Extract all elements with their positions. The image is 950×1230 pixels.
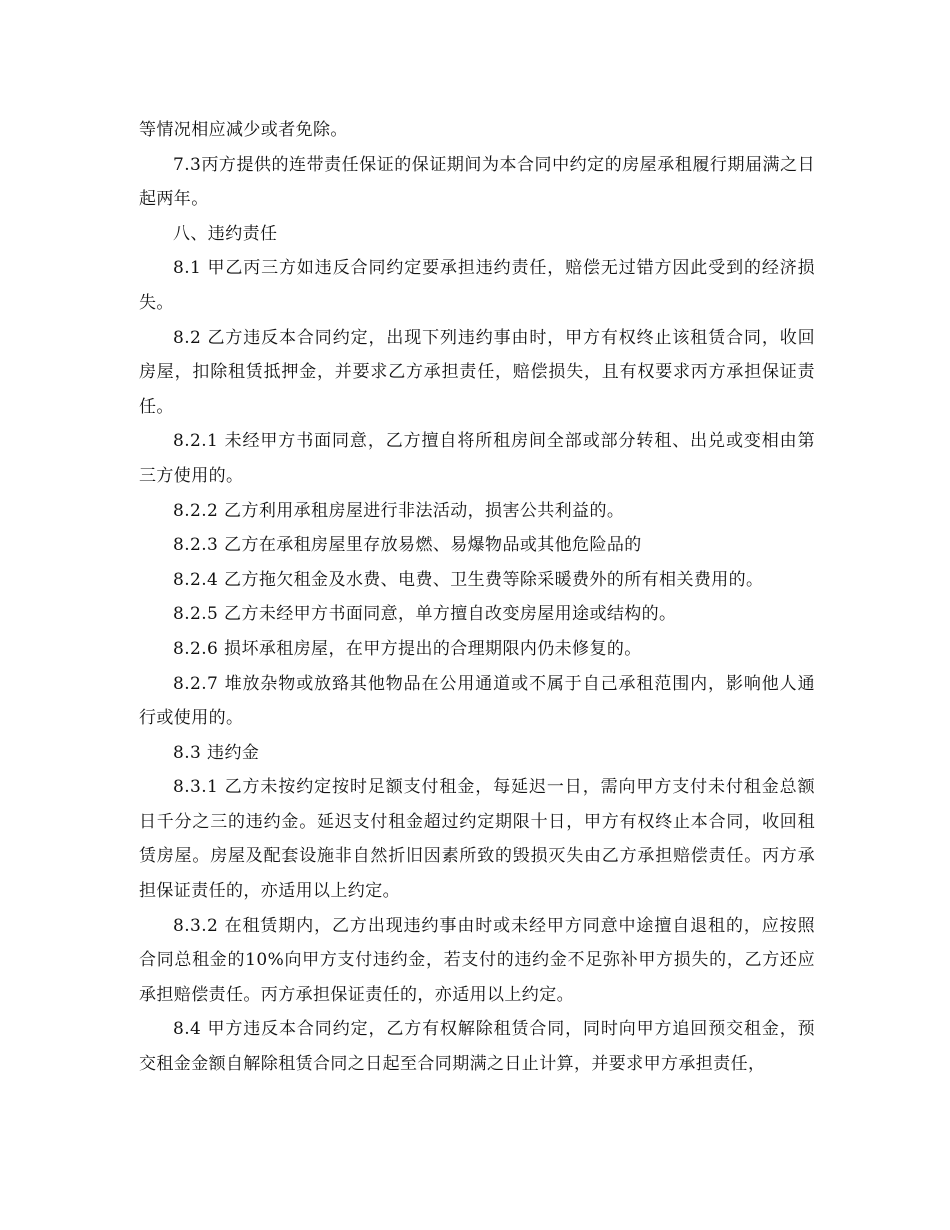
paragraph: 8.2.1 未经甲方书面同意，乙方擅自将所租房间全部或部分转租、出兑或变相由第三方使用的。	[139, 431, 815, 486]
paragraph: 8.4 甲方违反本合同约定，乙方有权解除租赁合同，同时向甲方追回预交租金，预交租金金额自解除租赁合同之日起至合同期满之日止计算，并要求甲方承担责任，	[139, 1019, 815, 1075]
paragraph: 8.2.4 乙方拖欠租金及水费、电费、卫生费等除采暖费外的所有相关费用的。	[173, 569, 764, 590]
paragraph: 等情况相应减少或者免除。	[139, 120, 348, 140]
paragraph: 8.2.5 乙方未经甲方书面同意，单方擅自改变房屋用途或结构的。	[173, 604, 677, 625]
paragraph: 8.2.7 堆放杂物或放臵其他物品在公用通道或不属于自己承租范围内，影响他人通行或使用的。	[139, 673, 815, 729]
paragraph: 8.1 甲乙丙三方如违反合同约定要承担违约责任，赔偿无过错方因此受到的经济损失。	[139, 258, 815, 313]
document-body	[139, 113, 815, 1082]
paragraph: 7.3丙方提供的连带责任保证的保证期间为本合同中约定的房屋承租履行期届满之日起两年。	[139, 154, 815, 210]
paragraph: 8.3.1 乙方未按约定按时足额支付租金，每延迟一日，需向甲方支付未付租金总额日千分之三的违约金。延迟支付租金超过约定期限十日，甲方有权终止本合同，收回租赁房屋。房屋及配套设施非自然折旧因素所致的毁损灭失由乙方承担赔偿责任。丙方承担保证责任的，亦适用以上约定。	[139, 777, 815, 902]
paragraph: 8.3.2 在租赁期内，乙方出现违约事由时或未经甲方同意中途擅自退租的，应按照合同总租金的10%向甲方支付违约金，若支付的违约金不足弥补甲方损失的，乙方还应承担赔偿责任。丙方承担保证责任的，亦适用以上约定。	[139, 915, 815, 1005]
subsection-heading: 8.3 违约金	[173, 742, 260, 763]
paragraph: 8.2 乙方违反本合同约定，出现下列违约事由时，甲方有权终止该租赁合同，收回房屋，扣除租赁抵押金，并要求乙方承担责任，赔偿损失，且有权要求丙方承担保证责任。	[139, 327, 815, 417]
paragraph: 8.2.6 损坏承租房屋，在甲方提出的合理期限内仍未修复的。	[173, 638, 642, 659]
paragraph: 8.2.3 乙方在承租房屋里存放易燃、易爆物品或其他危险品的	[173, 535, 642, 556]
paragraph: 8.2.2 乙方利用承租房屋进行非法活动，损害公共利益的。	[173, 500, 625, 521]
section-heading: 八、违约责任	[173, 223, 278, 244]
